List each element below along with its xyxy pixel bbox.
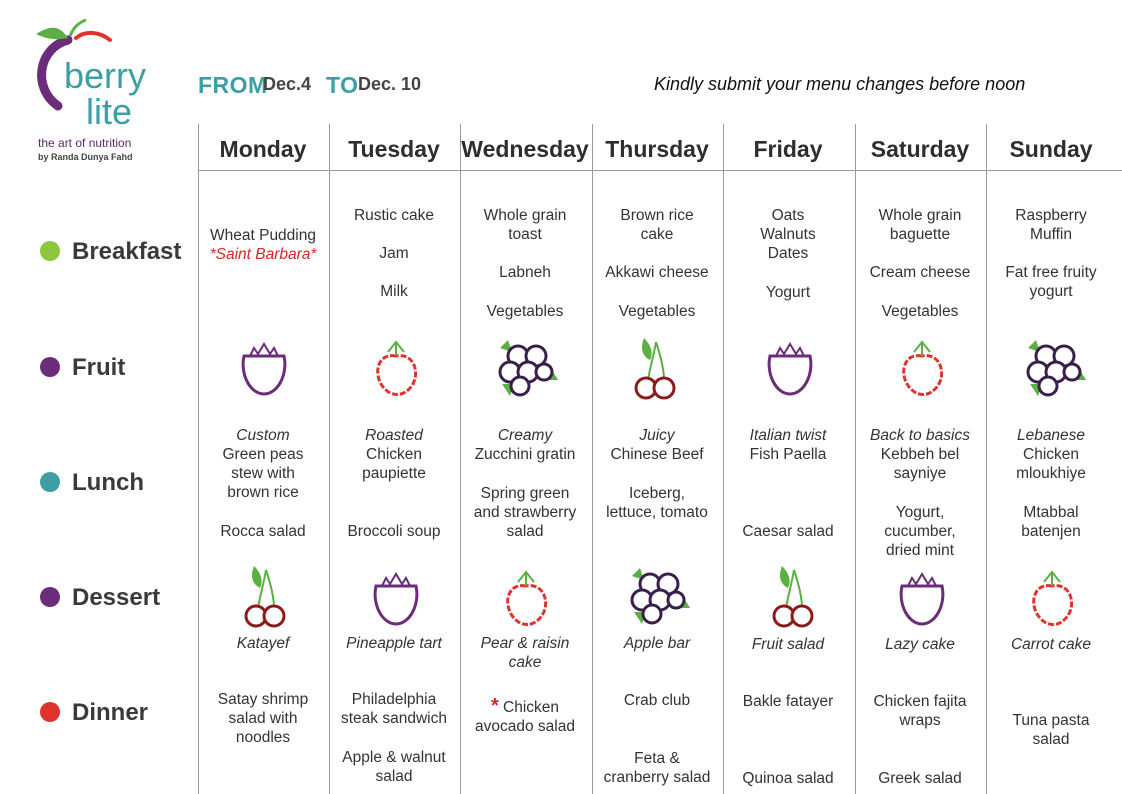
dinner-tuesday: Philadelphia steak sandwich Apple & walnut salad	[341, 691, 447, 785]
fig-icon	[896, 568, 948, 628]
row-label-lunch: Lunch	[40, 469, 144, 497]
dessert-wednesday: Pear & raisin cake	[480, 635, 570, 671]
menu-change-notice: Kindly submit your menu changes before noon	[654, 74, 1026, 94]
chef-special-star: *	[490, 695, 499, 717]
blueberries-icon	[1022, 334, 1088, 400]
day-header-wednesday: Wednesday	[461, 136, 589, 162]
lunch-saturday: Back to basics Kebbeh bel sayniye Yogurt, cucumber, dried mint	[870, 427, 970, 559]
dinner-saturday: Chicken fajita wraps Greek salad	[873, 693, 967, 787]
dinner-dot	[40, 702, 60, 722]
lunch-thursday: Juicy Chinese Beef Iceberg, lettuce, tomato	[606, 427, 708, 521]
breakfast-monday: Wheat Pudding *Saint Barbara*	[209, 227, 317, 263]
lunch-dot	[40, 472, 60, 492]
logo-tagline: the art of nutrition	[38, 136, 132, 150]
cherries-icon	[240, 562, 290, 628]
breakfast-sunday: Raspberry Muffin Fat free fruity yogurt	[1005, 207, 1097, 300]
dinner-sunday: Tuna pasta salad	[1012, 712, 1090, 748]
day-header-tuesday: Tuesday	[348, 136, 440, 162]
breakfast-thursday: Brown rice cake Akkawi cheese Vegetables	[605, 207, 709, 320]
dessert-dot	[40, 587, 60, 607]
breakfast-friday: Oats Walnuts Dates Yogurt	[760, 207, 816, 301]
berry-logo-icon	[28, 18, 168, 138]
breakfast-tuesday: Rustic cake Jam Milk	[353, 207, 435, 300]
breakfast-wednesday: Whole grain toast Labneh Vegetables	[483, 207, 567, 320]
dinner-friday: Bakle fatayer Quinoa salad	[742, 693, 834, 787]
row-label-breakfast: Breakfast	[40, 238, 181, 266]
row-label-dinner: Dinner	[40, 699, 148, 727]
cherries-icon	[768, 562, 818, 628]
fig-icon	[238, 338, 290, 398]
lunch-wednesday: Creamy Zucchini gratin Spring green and strawberry salad	[473, 427, 577, 540]
blueberries-icon	[626, 562, 692, 628]
day-header-saturday: Saturday	[870, 136, 970, 162]
blueberries-icon	[494, 334, 560, 400]
cherries-icon	[630, 334, 680, 400]
dinner-wednesday: * Chicken avocado salad	[475, 695, 575, 735]
dessert-tuesday: Pineapple tart	[346, 635, 442, 652]
svg-text:berry: berry	[64, 55, 147, 96]
logo-byline: by Randa Dunya Fahd	[38, 152, 133, 162]
dessert-friday: Fruit salad	[751, 636, 825, 653]
fig-icon	[370, 568, 422, 628]
lunch-friday: Italian twist Fish Paella Caesar salad	[742, 427, 834, 540]
fig-icon	[764, 338, 816, 398]
dessert-sunday: Carrot cake	[1010, 636, 1092, 653]
raspberry-icon	[370, 338, 422, 398]
raspberry-icon	[896, 338, 948, 398]
raspberry-icon	[500, 568, 552, 628]
raspberry-icon	[1026, 568, 1078, 628]
dinner-thursday: Crab club Feta & cranberry salad	[603, 692, 711, 786]
lunch-monday: Custom Green peas stew with brown rice Rocca salad	[220, 427, 306, 540]
row-label-fruit: Fruit	[40, 354, 125, 382]
to-label: TO	[326, 72, 359, 98]
fruit-dot	[40, 357, 60, 377]
row-label-dessert: Dessert	[40, 584, 160, 612]
from-label: FROM	[198, 72, 268, 98]
dessert-saturday: Lazy cake	[885, 636, 955, 653]
svg-text:lite: lite	[86, 91, 133, 132]
lunch-tuesday: Roasted Chicken paupiette Broccoli soup	[347, 427, 441, 540]
day-header-sunday: Sunday	[1009, 136, 1093, 162]
header-divider	[198, 170, 1122, 171]
breakfast-saturday: Whole grain baguette Cream cheese Vegetables	[869, 207, 971, 320]
day-header-friday: Friday	[753, 136, 823, 162]
dessert-thursday: Apple bar	[623, 635, 691, 652]
day-header-thursday: Thursday	[605, 136, 709, 162]
lunch-sunday: Lebanese Chicken mloukhiye Mtabbal batenjen	[1016, 427, 1086, 540]
from-date: Dec.4	[263, 74, 312, 94]
to-date: Dec. 10	[358, 74, 422, 94]
dinner-monday: Satay shrimp salad with noodles	[217, 691, 309, 746]
breakfast-dot	[40, 241, 60, 261]
dessert-monday: Katayef	[236, 635, 290, 652]
day-header-monday: Monday	[219, 136, 307, 162]
